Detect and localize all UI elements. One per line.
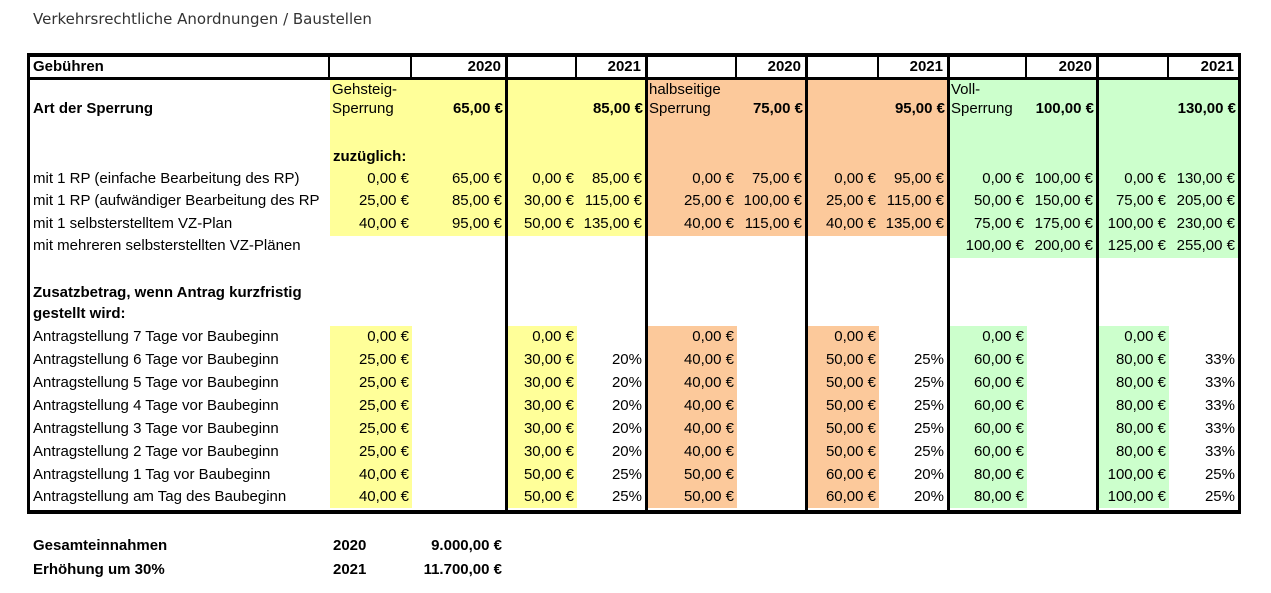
rp-row-value: 85,00 € [591,170,642,187]
rp-row-value: 75,00 € [751,170,802,187]
column-border [1238,53,1241,513]
antrag-row-value: 100,00 € [1107,488,1166,505]
sperrung-type-line1: Gehsteig- [332,81,398,98]
year-header: 2020 [767,58,801,75]
column-border [877,57,879,77]
year-header: 2021 [607,58,641,75]
base-price: 100,00 € [1035,100,1094,117]
rp-row-value: 115,00 € [744,215,802,232]
rp-row-value: 0,00 € [982,170,1024,187]
base-price: 85,00 € [592,100,643,117]
antrag-row-value: 20% [611,374,642,391]
antrag-row-value: 25% [611,466,642,483]
antrag-row-value: 25,00 € [358,443,409,460]
antrag-row-value: 40,00 € [683,420,734,437]
antrag-row-label: Antragstellung 2 Tage vor Baubeginn [33,443,279,460]
rp-row-value: 175,00 € [1034,215,1093,232]
rp-row-value: 115,00 € [886,192,944,209]
sperrung-type-line1: Voll- [951,81,981,98]
year-header: 2020 [467,58,501,75]
antrag-row-value: 20% [611,397,642,414]
antrag-row-value: 25% [913,443,944,460]
antrag-row-label: Antragstellung 3 Tage vor Baubeginn [33,420,279,437]
column-border [1167,57,1169,77]
sperrung-type-line1: halbseitige [649,81,721,98]
rp-row-value: 135,00 € [885,215,944,232]
rp-row-value: 255,00 € [1176,237,1235,254]
rp-row-value: 100,00 € [965,237,1024,254]
rp-row-value: 40,00 € [683,215,734,232]
rp-row-label: mit 1 RP (aufwändiger Bearbeitung des RP [33,192,320,209]
rp-row-value: 30,00 € [523,192,574,209]
antrag-row-value: 50,00 € [825,351,876,368]
antrag-row-value: 60,00 € [973,374,1024,391]
antrag-row-value: 33% [1204,374,1235,391]
rp-row-value: 200,00 € [1034,237,1093,254]
antrag-row-value: 0,00 € [1124,328,1166,345]
rp-row-value: 100,00 € [743,192,802,209]
zusatz-label-line1: Zusatzbetrag, wenn Antrag kurzfristig [33,284,302,301]
year-header: 2021 [1200,58,1234,75]
base-price: 65,00 € [452,100,503,117]
antrag-row-value: 60,00 € [973,351,1024,368]
base-price: 130,00 € [1177,100,1236,117]
column-border [735,57,737,77]
summary-amount: 11.700,00 € [423,561,502,578]
antrag-row-value: 60,00 € [973,397,1024,414]
antrag-row-value: 60,00 € [973,420,1024,437]
antrag-row-value: 80,00 € [1115,351,1166,368]
rp-row-value: 0,00 € [834,170,876,187]
antrag-row-value: 50,00 € [683,488,734,505]
antrag-row-value: 0,00 € [834,328,876,345]
rp-row-value: 100,00 € [1034,170,1093,187]
antrag-row-value: 50,00 € [523,488,574,505]
antrag-row-value: 25% [913,420,944,437]
rp-row-value: 75,00 € [973,215,1024,232]
rp-row-value: 75,00 € [1115,192,1166,209]
rp-row-value: 125,00 € [1107,237,1166,254]
antrag-row-value: 80,00 € [973,488,1024,505]
antrag-row-value: 0,00 € [367,328,409,345]
antrag-row-value: 50,00 € [825,374,876,391]
antrag-row-value: 50,00 € [683,466,734,483]
antrag-row-value: 60,00 € [825,488,876,505]
summary-label: Erhöhung um 30% [33,561,165,578]
base-price: 95,00 € [894,100,945,117]
antrag-row-value: 25,00 € [358,374,409,391]
antrag-row-value: 33% [1204,397,1235,414]
summary-label: Gesamteinnahmen [33,537,168,554]
antrag-row-value: 30,00 € [523,420,574,437]
summary-year: 2021 [333,561,367,578]
antrag-row-value: 80,00 € [1115,397,1166,414]
rp-row-value: 40,00 € [825,215,876,232]
rp-row-value: 65,00 € [451,170,502,187]
rp-row-value: 50,00 € [973,192,1024,209]
antrag-row-value: 50,00 € [523,466,574,483]
antrag-row-value: 60,00 € [825,466,876,483]
column-border [1025,57,1027,77]
antrag-row-value: 25% [611,488,642,505]
rp-row-value: 0,00 € [367,170,409,187]
antrag-row-value: 40,00 € [683,443,734,460]
sperrung-type-line2: Sperrung [649,100,711,117]
antrag-row-value: 30,00 € [523,374,574,391]
summary-amount: 9.000,00 € [431,537,502,554]
zuzueglich-label: zuzüglich: [333,148,407,165]
antrag-row-value: 50,00 € [825,420,876,437]
rp-row-label: mit 1 selbsterstelltem VZ-Plan [33,215,233,232]
column-border [410,57,412,77]
antrag-row-value: 40,00 € [358,466,409,483]
rp-row-value: 130,00 € [1176,170,1235,187]
antrag-row-value: 33% [1204,420,1235,437]
rp-row-value: 95,00 € [451,215,502,232]
antrag-row-value: 40,00 € [683,351,734,368]
antrag-row-value: 80,00 € [1115,374,1166,391]
antrag-row-label: Antragstellung 6 Tage vor Baubeginn [33,351,279,368]
rp-row-value: 0,00 € [692,170,734,187]
rp-row-value: 100,00 € [1107,215,1166,232]
year-header: 2021 [909,58,943,75]
antrag-row-label: Antragstellung 5 Tage vor Baubeginn [33,374,279,391]
antrag-row-label: Antragstellung 1 Tag vor Baubeginn [33,466,271,483]
sperrung-type-line2: Sperrung [332,100,394,117]
antrag-row-value: 25% [1204,488,1235,505]
antrag-row-value: 33% [1204,443,1235,460]
antrag-row-value: 0,00 € [532,328,574,345]
rp-row-value: 205,00 € [1176,192,1235,209]
antrag-row-value: 50,00 € [825,397,876,414]
rp-row-value: 150,00 € [1034,192,1093,209]
antrag-row-value: 50,00 € [825,443,876,460]
rp-row-value: 0,00 € [1124,170,1166,187]
antrag-row-value: 60,00 € [973,443,1024,460]
antrag-row-value: 25% [913,374,944,391]
rp-row-label: mit 1 RP (einfache Bearbeitung des RP) [33,170,300,187]
antrag-row-value: 25,00 € [358,397,409,414]
rp-row-value: 50,00 € [523,215,574,232]
antrag-row-label: Antragstellung 7 Tage vor Baubeginn [33,328,279,345]
column-border [27,53,30,513]
rp-row-value: 115,00 € [584,192,642,209]
antrag-row-value: 30,00 € [523,397,574,414]
rp-row-value: 25,00 € [358,192,409,209]
antrag-row-value: 100,00 € [1107,466,1166,483]
antrag-row-value: 80,00 € [1115,443,1166,460]
rp-row-value: 40,00 € [358,215,409,232]
antrag-row-value: 0,00 € [982,328,1024,345]
rp-row-value: 25,00 € [683,192,734,209]
rp-row-value: 25,00 € [825,192,876,209]
antrag-row-value: 25% [913,351,944,368]
zusatz-label-line2: gestellt wird: [33,305,126,322]
rp-row-label: mit mehreren selbsterstellten VZ-Plänen [33,237,301,254]
antrag-row-value: 80,00 € [973,466,1024,483]
rp-row-value: 135,00 € [583,215,642,232]
table-bottom-border [27,510,1241,514]
antrag-row-value: 40,00 € [683,374,734,391]
art-label: Art der Sperrung [33,100,154,117]
antrag-row-value: 20% [611,351,642,368]
antrag-row-value: 30,00 € [523,351,574,368]
antrag-row-value: 30,00 € [523,443,574,460]
antrag-row-label: Antragstellung am Tag des Baubeginn [33,488,287,505]
rp-row-value: 85,00 € [451,192,502,209]
antrag-row-label: Antragstellung 4 Tage vor Baubeginn [33,397,279,414]
antrag-row-value: 40,00 € [683,397,734,414]
antrag-row-value: 25,00 € [358,420,409,437]
rp-row-value: 0,00 € [532,170,574,187]
antrag-row-value: 33% [1204,351,1235,368]
antrag-row-value: 20% [611,443,642,460]
antrag-row-value: 20% [611,420,642,437]
antrag-row-value: 40,00 € [358,488,409,505]
rp-row-value: 95,00 € [893,170,944,187]
rp-row-value: 230,00 € [1176,215,1235,232]
antrag-row-value: 25,00 € [358,351,409,368]
antrag-row-value: 0,00 € [692,328,734,345]
header-label: Gebühren [33,58,104,75]
antrag-row-value: 25% [913,397,944,414]
antrag-row-value: 25% [1204,466,1235,483]
summary-year: 2020 [333,537,367,554]
antrag-row-value: 20% [913,466,944,483]
document-title: Verkehrsrechtliche Anordnungen / Baustellen [33,10,372,28]
antrag-row-value: 80,00 € [1115,420,1166,437]
year-header: 2020 [1058,58,1092,75]
base-price: 75,00 € [752,100,803,117]
sperrung-type-line2: Sperrung [951,100,1013,117]
column-border [328,57,330,77]
column-border [575,57,577,77]
antrag-row-value: 20% [913,488,944,505]
